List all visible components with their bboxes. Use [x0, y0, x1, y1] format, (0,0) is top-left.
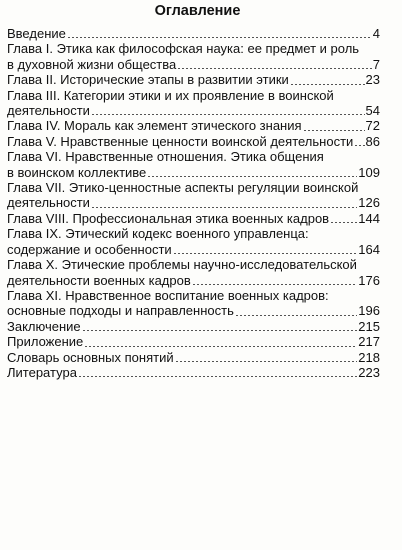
toc-entry-text: Глава II. Исторические этапы в развитии этики: [7, 72, 289, 88]
toc-entry-final-line: [7, 211, 380, 226]
toc-entry-text: Глава V. Нравственные ценности воинской деятельности: [7, 133, 354, 149]
dot-leader: [354, 145, 364, 146]
toc-entry: [7, 257, 380, 288]
toc-entry-text: Глава VI. Нравственные отношения. Этика общения: [7, 149, 324, 165]
toc-entry-text: Глава X. Этические проблемы научно-исследовательской: [7, 257, 357, 273]
dot-leader: [147, 176, 357, 177]
toc-entry-text: Глава IX. Этический кодекс военного управленца:: [7, 226, 309, 242]
toc-entry-line: [7, 41, 380, 56]
page-number: 72: [365, 118, 380, 134]
toc-entry-final-line: [7, 195, 380, 210]
toc-entry-line: [7, 288, 380, 303]
toc-entry-final-line: [7, 319, 380, 334]
toc-entry: [7, 88, 380, 119]
dot-leader: [91, 207, 357, 208]
page-title: Оглавление: [154, 3, 241, 19]
toc-entry-line: [7, 226, 380, 241]
dot-leader: [91, 114, 365, 115]
toc-entry-text: в воинском коллективе: [7, 164, 147, 180]
toc-entry-text: основные подходы и направленность: [7, 303, 234, 319]
toc-entry-text: Глава VIII. Профессиональная этика военных кадров: [7, 210, 330, 226]
page-number: 164: [358, 241, 380, 257]
toc-entry-final-line: [7, 103, 380, 118]
toc-entry: [7, 72, 380, 87]
toc-entry-text: деятельности военных кадров: [7, 272, 191, 288]
toc-entry: [7, 319, 380, 334]
dot-leader: [82, 330, 358, 331]
toc-entry-text: содержание и особенности: [7, 241, 172, 257]
page-number: 176: [358, 272, 380, 288]
toc-entry-final-line: [7, 350, 380, 365]
dot-leader: [192, 284, 358, 285]
dot-leader: [177, 68, 372, 69]
page-number: 4: [372, 26, 380, 41]
toc-entry-final-line: [7, 334, 380, 349]
page-number: 86: [365, 133, 380, 149]
toc-entry-text: Глава XI. Нравственное воспитание военных кадров:: [7, 287, 329, 303]
toc-entry: [7, 226, 380, 257]
toc-entry-final-line: [7, 365, 380, 380]
page-number: 144: [358, 210, 380, 226]
toc-entry: [7, 41, 380, 72]
dot-leader: [67, 37, 372, 38]
toc-entry: [7, 134, 380, 149]
toc-entry-text: Глава I. Этика как философская наука: ее предмет и роль: [7, 41, 360, 57]
toc-entry-text: в духовной жизни общества: [7, 56, 177, 72]
toc-entry-line: [7, 180, 380, 195]
dot-leader: [173, 253, 358, 254]
page-number: 23: [365, 72, 380, 88]
toc-entry-text: Введение: [7, 26, 66, 41]
toc-entry-text: Литература: [7, 364, 77, 380]
toc-entry-text: Глава III. Категории этики и их проявление в воинской: [7, 87, 334, 103]
toc-entry-text: Глава VII. Этико-ценностные аспекты регуляции воинской: [7, 180, 359, 196]
toc-entry-final-line: [7, 118, 380, 133]
page-number: 217: [358, 334, 380, 350]
toc-entry-line: [7, 88, 380, 103]
dot-leader: [330, 222, 357, 223]
toc-entry-text: Словарь основных понятий: [7, 349, 174, 365]
dot-leader: [78, 376, 357, 377]
toc-entry: [7, 118, 380, 133]
toc-entry-text: Заключение: [7, 318, 81, 334]
toc-entry: [7, 334, 380, 349]
dot-leader: [235, 315, 357, 316]
toc-entry-final-line: [7, 26, 380, 41]
toc-entry-text: деятельности: [7, 195, 90, 211]
toc-entry-final-line: [7, 165, 380, 180]
page-number: 7: [372, 56, 380, 72]
page-number: 218: [358, 349, 380, 365]
toc-entry: [7, 149, 380, 180]
page-number: 223: [358, 364, 380, 380]
dot-leader: [290, 84, 365, 85]
toc-entry-text: Приложение: [7, 334, 84, 350]
toc-entry: [7, 211, 380, 226]
toc-entry: [7, 180, 380, 211]
page-number: 109: [358, 164, 380, 180]
toc-entry: [7, 350, 380, 365]
toc-entry-final-line: [7, 57, 380, 72]
toc-entry-final-line: [7, 303, 380, 318]
toc-entry-text: Глава IV. Мораль как элемент этического знания: [7, 118, 302, 134]
toc-entry-final-line: [7, 273, 380, 288]
table-of-contents: [7, 26, 380, 380]
toc-entry: [7, 26, 380, 41]
toc-entry-final-line: [7, 134, 380, 149]
dot-leader: [84, 346, 357, 347]
dot-leader: [303, 130, 365, 131]
toc-entry: [7, 365, 380, 380]
toc-entry-line: [7, 149, 380, 164]
page-number: 196: [358, 303, 380, 319]
toc-entry: [7, 288, 380, 319]
dot-leader: [175, 361, 358, 362]
toc-entry-final-line: [7, 72, 380, 87]
toc-entry-text: деятельности: [7, 103, 90, 119]
toc-entry-line: [7, 257, 380, 272]
toc-entry-final-line: [7, 242, 380, 257]
page-number: 126: [358, 195, 380, 211]
page-number: 54: [365, 103, 380, 119]
page-number: 215: [358, 318, 380, 334]
